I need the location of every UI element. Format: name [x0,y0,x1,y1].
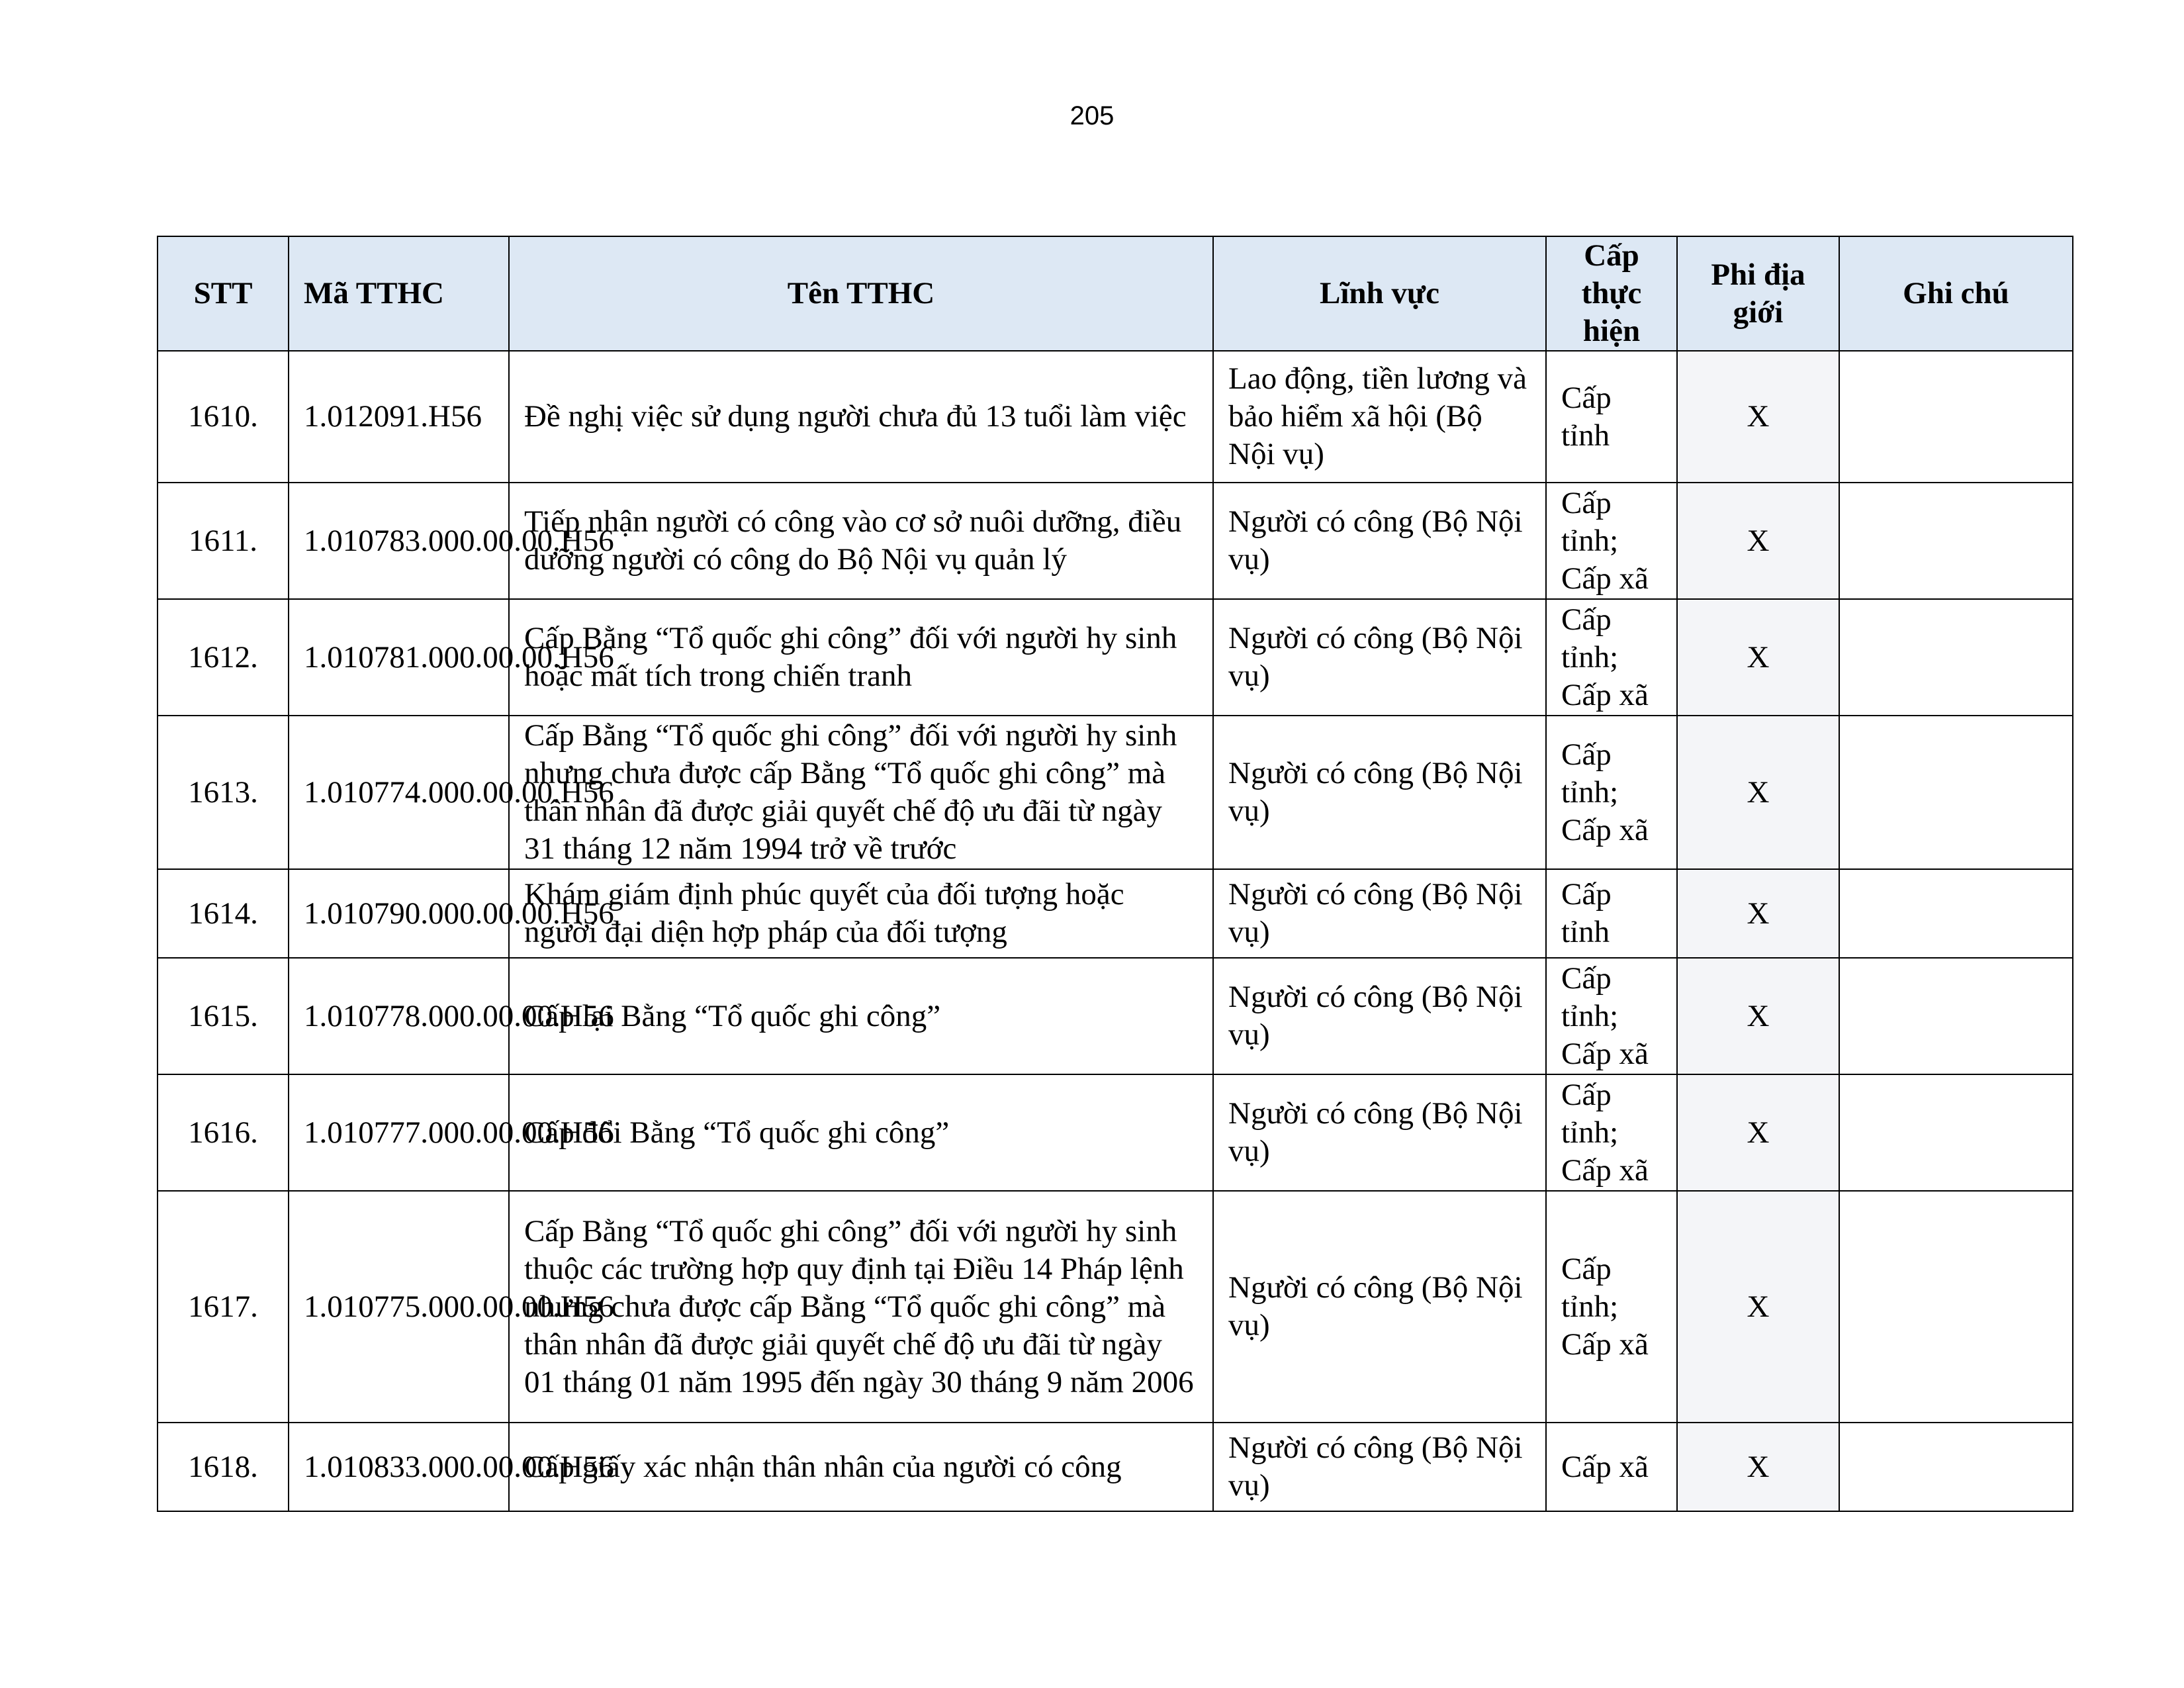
cell-linh-vuc: Người có công (Bộ Nội vụ) [1213,869,1546,958]
cell-cap-thuc-hien: Cấp tỉnh; Cấp xã [1546,1191,1677,1423]
cell-ten-tthc: Tiếp nhận người có công vào cơ sở nuôi dưỡng, điều dưỡng người có công do Bộ Nội vụ quản lý [509,483,1213,599]
table-row [158,483,2073,599]
cell-ten-tthc: Đề nghị việc sử dụng người chưa đủ 13 tuổi làm việc [509,351,1213,483]
cell-ma-tthc: 1.012091.H56 [289,351,509,483]
cell-phi-dia-gioi: X [1677,1191,1839,1423]
cell-ten-tthc: Cấp Bằng “Tổ quốc ghi công” đối với người hy sinh nhưng chưa được cấp Bằng “Tổ quốc ghi công” mà thân nhân đã được giải quyết chế độ ưu đãi từ ngày 31 tháng 12 năm 1994 trở về trước [509,716,1213,869]
cell-ghi-chu [1839,351,2073,483]
cell-ghi-chu [1839,1423,2073,1511]
cell-linh-vuc: Lao động, tiền lương và bảo hiểm xã hội (Bộ Nội vụ) [1213,351,1546,483]
cell-linh-vuc: Người có công (Bộ Nội vụ) [1213,483,1546,599]
cell-stt: 1610. [158,351,289,483]
cell-stt: 1618. [158,1423,289,1511]
cell-ma-tthc: 1.010774.000.00.00.H56 [289,716,509,869]
cell-ma-tthc: 1.010778.000.00.00.H56 [289,958,509,1074]
cell-ten-tthc: Khám giám định phúc quyết của đối tượng hoặc người đại diện hợp pháp của đối tượng [509,869,1213,958]
cell-linh-vuc: Người có công (Bộ Nội vụ) [1213,599,1546,716]
table-row [158,958,2073,1074]
cell-ma-tthc: 1.010777.000.00.00.H56 [289,1074,509,1191]
cell-cap-thuc-hien: Cấp tỉnh; Cấp xã [1546,599,1677,716]
cell-ma-tthc: 1.010775.000.00.00.H56 [289,1191,509,1423]
cell-ghi-chu [1839,599,2073,716]
cell-phi-dia-gioi: X [1677,351,1839,483]
cell-phi-dia-gioi: X [1677,1423,1839,1511]
cell-cap-thuc-hien: Cấp tỉnh; Cấp xã [1546,1074,1677,1191]
cell-cap-thuc-hien: Cấp tỉnh; Cấp xã [1546,483,1677,599]
table-row [158,599,2073,716]
cell-ghi-chu [1839,958,2073,1074]
cell-stt: 1614. [158,869,289,958]
table-row [158,869,2073,958]
cell-linh-vuc: Người có công (Bộ Nội vụ) [1213,1423,1546,1511]
header-stt: STT [158,236,289,351]
header-cap-thuc-hien: Cấp thực hiện [1546,236,1677,351]
cell-ten-tthc: Cấp Bằng “Tổ quốc ghi công” đối với người hy sinh thuộc các trường hợp quy định tại Điều 14 Pháp lệnh nhưng chưa được cấp Bằng “Tổ quốc ghi công” mà thân nhân đã được giải quyết chế độ ưu đãi từ ngày 01 tháng 01 năm 1995 đến ngày 30 tháng 9 năm 2006 [509,1191,1213,1423]
cell-linh-vuc: Người có công (Bộ Nội vụ) [1213,1191,1546,1423]
table-row [158,351,2073,483]
cell-stt: 1612. [158,599,289,716]
page-number: 205 [1069,101,1115,130]
table-row [158,1423,2073,1511]
cell-phi-dia-gioi: X [1677,1074,1839,1191]
table-row [158,1191,2073,1423]
cell-phi-dia-gioi: X [1677,716,1839,869]
cell-ten-tthc: Cấp giấy xác nhận thân nhân của người có công [509,1423,1213,1511]
cell-stt: 1617. [158,1191,289,1423]
cell-ghi-chu [1839,716,2073,869]
cell-ten-tthc: Cấp đổi Bằng “Tổ quốc ghi công” [509,1074,1213,1191]
header-ghi-chu: Ghi chú [1839,236,2073,351]
header-linh-vuc: Lĩnh vực [1213,236,1546,351]
cell-phi-dia-gioi: X [1677,958,1839,1074]
cell-ghi-chu [1839,869,2073,958]
procedures-table [157,236,2073,1512]
table-row [158,1074,2073,1191]
cell-ma-tthc: 1.010790.000.00.00.H56 [289,869,509,958]
header-ten-tthc: Tên TTHC [509,236,1213,351]
cell-cap-thuc-hien: Cấp tỉnh [1546,869,1677,958]
cell-cap-thuc-hien: Cấp tỉnh; Cấp xã [1546,958,1677,1074]
cell-ghi-chu [1839,1074,2073,1191]
cell-stt: 1616. [158,1074,289,1191]
cell-ma-tthc: 1.010783.000.00.00.H56 [289,483,509,599]
cell-cap-thuc-hien: Cấp tỉnh [1546,351,1677,483]
cell-phi-dia-gioi: X [1677,599,1839,716]
cell-linh-vuc: Người có công (Bộ Nội vụ) [1213,1074,1546,1191]
cell-cap-thuc-hien: Cấp xã [1546,1423,1677,1511]
cell-stt: 1611. [158,483,289,599]
cell-phi-dia-gioi: X [1677,869,1839,958]
table-header-row [158,236,2073,351]
cell-phi-dia-gioi: X [1677,483,1839,599]
header-ma-tthc: Mã TTHC [289,236,509,351]
table-row [158,716,2073,869]
cell-stt: 1615. [158,958,289,1074]
cell-ten-tthc: Cấp Bằng “Tổ quốc ghi công” đối với người hy sinh hoặc mất tích trong chiến tranh [509,599,1213,716]
cell-linh-vuc: Người có công (Bộ Nội vụ) [1213,958,1546,1074]
cell-ma-tthc: 1.010781.000.00.00.H56 [289,599,509,716]
cell-linh-vuc: Người có công (Bộ Nội vụ) [1213,716,1546,869]
cell-ghi-chu [1839,483,2073,599]
cell-ten-tthc: Cấp lại Bằng “Tổ quốc ghi công” [509,958,1213,1074]
cell-cap-thuc-hien: Cấp tỉnh; Cấp xã [1546,716,1677,869]
header-phi-dia-gioi: Phi địa giới [1677,236,1839,351]
cell-ghi-chu [1839,1191,2073,1423]
cell-stt: 1613. [158,716,289,869]
cell-ma-tthc: 1.010833.000.00.00.H56 [289,1423,509,1511]
